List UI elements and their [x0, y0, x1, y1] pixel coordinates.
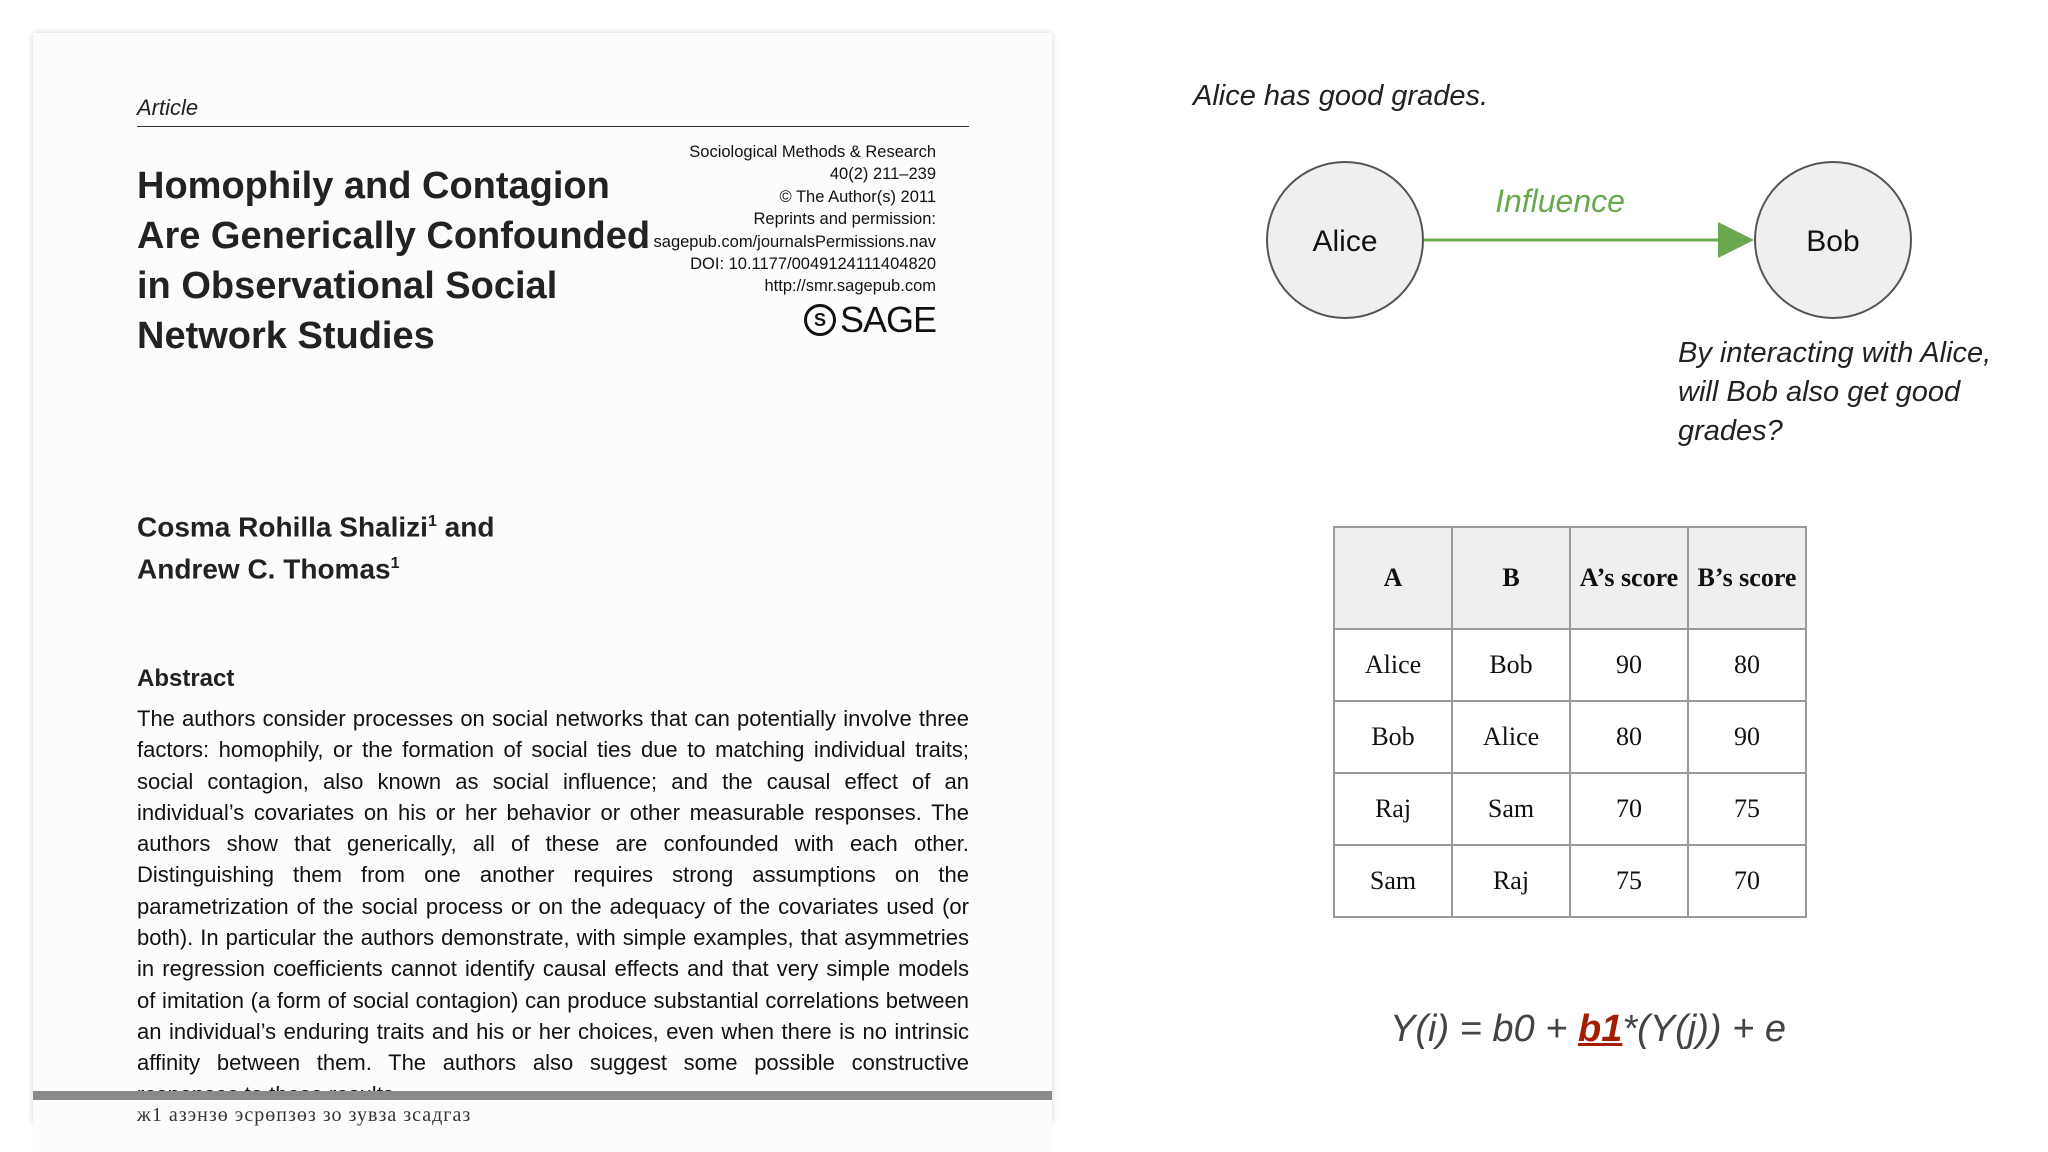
- table-header-row: [1334, 527, 1806, 629]
- regression-equation: [1390, 1008, 1786, 1051]
- table-row: [1334, 629, 1806, 701]
- equation-coefficient: b1: [1577, 1008, 1623, 1050]
- journal-name: Sociological Methods & Research: [689, 143, 936, 161]
- author-conjunction: and: [436, 511, 495, 543]
- doi: DOI: 10.1177/0049124111404820: [690, 255, 936, 274]
- author-name: Cosma Rohilla Shalizi: [137, 511, 428, 543]
- table-cell: Sam: [1452, 773, 1570, 845]
- table-cell: Raj: [1334, 773, 1452, 845]
- journal-url: http://smr.sagepub.com: [764, 277, 936, 296]
- statement-text: Alice has good grades.: [1193, 80, 1489, 112]
- table-cell: Sam: [1334, 845, 1452, 917]
- bob-node-label: Bob: [1806, 225, 1860, 258]
- table-cell: 75: [1688, 773, 1806, 845]
- author-name: Andrew C. Thomas: [137, 553, 391, 585]
- influence-label: Influence: [1495, 183, 1625, 219]
- paper-title: Homophily and Contagion Are Generically Confounded in Observational Social Network Studies: [137, 165, 651, 357]
- article-label: Article: [137, 95, 199, 120]
- table-cell: 75: [1570, 845, 1688, 917]
- table-cell: Alice: [1334, 629, 1452, 701]
- influence-graph: [0, 0, 2048, 360]
- author-list: [137, 503, 657, 588]
- table-cell: Bob: [1334, 701, 1452, 773]
- alice-node-label: Alice: [1312, 225, 1378, 258]
- reprints-label: Reprints and permission:: [753, 210, 936, 229]
- table-cell: 80: [1688, 629, 1806, 701]
- column-header-b-score: B’s score: [1688, 527, 1806, 629]
- permissions-url: sagepub.com/journalsPermissions.nav: [653, 232, 936, 251]
- table-cell: Raj: [1452, 845, 1570, 917]
- abstract-heading: Abstract: [137, 665, 235, 692]
- affiliation-mark: 1: [427, 513, 437, 530]
- table-cell: Bob: [1452, 629, 1570, 701]
- next-page-fragment: [33, 1100, 1052, 1152]
- column-header-a: A: [1334, 527, 1452, 629]
- table-row: [1334, 845, 1806, 917]
- table-row: [1334, 773, 1806, 845]
- journal-volume: 40(2) 211–239: [829, 165, 936, 184]
- copyright: © The Author(s) 2011: [779, 187, 936, 206]
- affiliation-mark: 1: [390, 555, 400, 573]
- equation-suffix: *(Y(j)) + e: [1622, 1008, 1786, 1050]
- sage-s-icon: S: [804, 304, 836, 336]
- table-cell: 70: [1688, 845, 1806, 917]
- table-cell: 90: [1570, 629, 1688, 701]
- page-divider: [33, 1091, 1052, 1100]
- author-line-2: [137, 545, 657, 587]
- question-text: By interacting with Alice, will Bob also get good grades?: [1678, 337, 1992, 447]
- table-cell: Alice: [1452, 701, 1570, 773]
- table-cell: 70: [1570, 773, 1688, 845]
- abstract-body: The authors consider processes on social networks that can potentially involve three factors: homophily, or the formation of social ties due to matching individual traits; social contagion, also known as social influence; and the causal effect of an individual’s covariates on his or her behavior or other measurable responses. The authors show that generically, all of these are confounded with each other. Distinguishing them from one another requires strong assumptions on the parametrization of the social process or on the adequacy of the covariates used (or both). In particular the authors demonstrate, with simple examples, that asymmetries in regression coefficients cannot identify causal effects and that very simple models of imitation (a form of social contagion) can produce substantial correlations between an individual’s enduring traits and his or her choices, even when there is no intrinsic affinity between them. The authors also suggest some possible constructive: [137, 706, 969, 1076]
- table-cell: 80: [1570, 701, 1688, 773]
- table-cell: 90: [1688, 701, 1806, 773]
- next-page-text: ж1 азэнзө эсрөпзөз зо зувза зсадгаз: [137, 1104, 472, 1126]
- table-row: [1334, 701, 1806, 773]
- column-header-b: B: [1452, 527, 1570, 629]
- sage-wordmark: SAGE: [839, 299, 936, 340]
- column-header-a-score: A’s score: [1570, 527, 1688, 629]
- equation-prefix: Y(i) = b0 +: [1390, 1008, 1578, 1050]
- score-table: [1333, 526, 1807, 918]
- author-line-1: [137, 503, 657, 545]
